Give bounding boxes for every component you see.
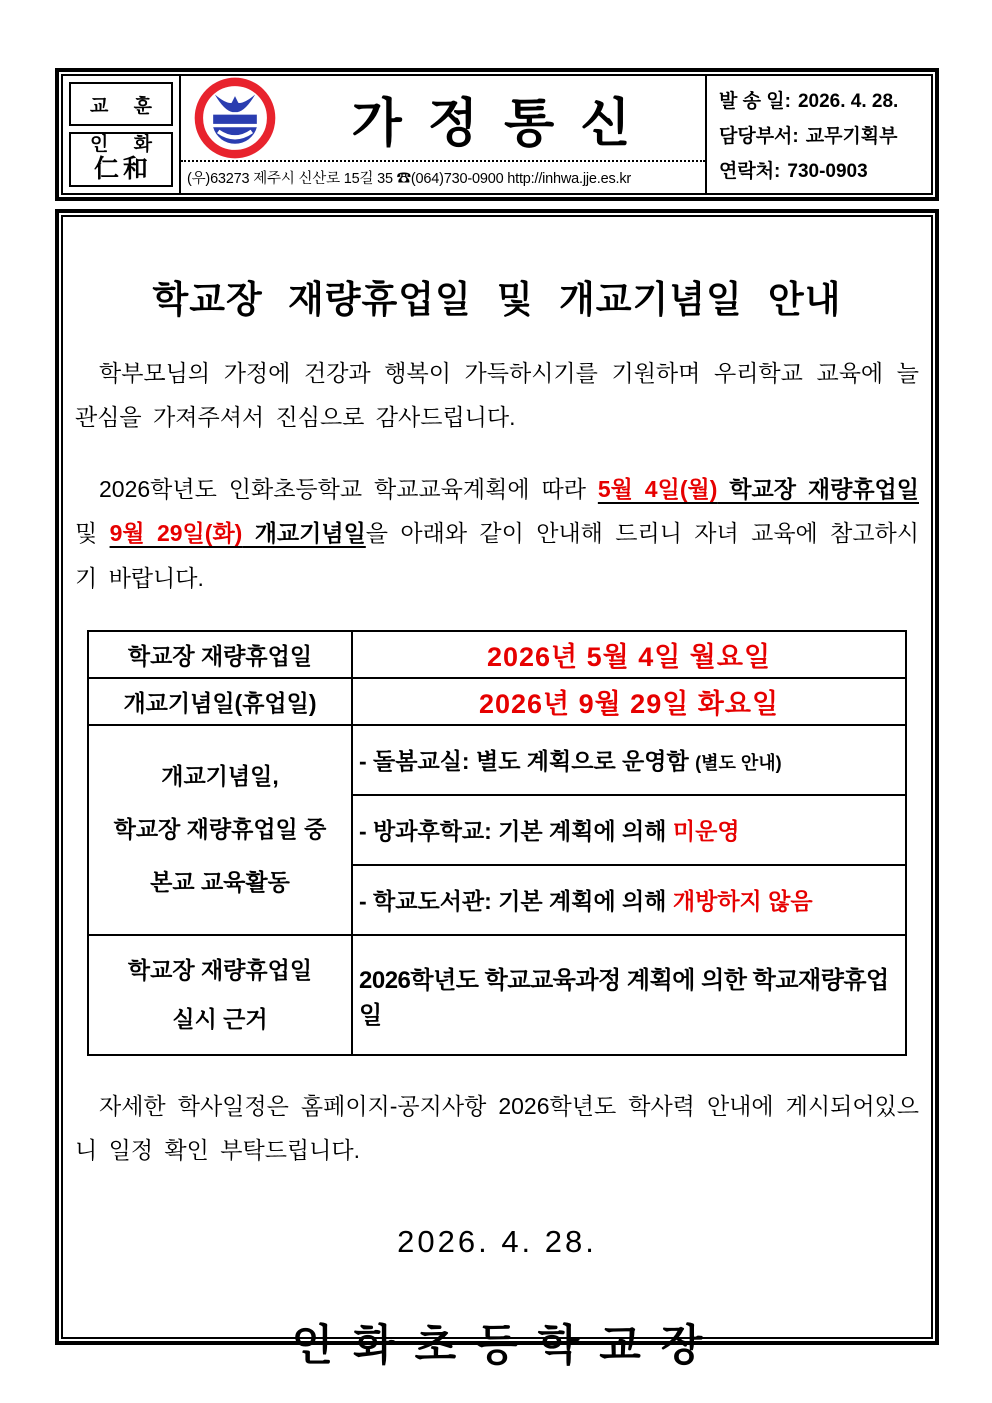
- greeting-paragraph: [75, 351, 919, 439]
- department-row: [719, 121, 927, 148]
- holiday-info-table: [87, 630, 907, 1056]
- basis-value: 2026학년도 학교교육과정 계획에 의한 학교재량휴업일: [352, 935, 906, 1055]
- school-address: (우)63273 제주시 신산로 15길 35 ☎(064)730-0900 http://inhwa.jje.es.kr: [181, 160, 705, 193]
- holiday-highlight-1: [598, 476, 919, 502]
- activities-label-line-1: 개교기념일,: [161, 763, 279, 790]
- closing-text: 자세한 학사일정은 홈페이지-공지사항 2026학년도 학사력 안내에 게시되어있으니 일정 확인 부탁드립니다.: [75, 1092, 919, 1163]
- send-date-label: 발 송 일:: [719, 91, 791, 112]
- send-date-value: 2026. 4. 28.: [797, 91, 899, 112]
- activity-afterschool-status: 미운영: [672, 818, 740, 845]
- notice-body-box: [55, 209, 939, 1371]
- contact-value: 730-0903: [787, 161, 868, 182]
- send-date-row: [719, 86, 927, 113]
- motto-label: 교 훈: [90, 95, 162, 117]
- closing-paragraph: [75, 1084, 919, 1172]
- activities-label-line-3: 본교 교육활동: [150, 869, 290, 896]
- announcement-text-1: 2026학년도 인화초등학교 학교교육계획에 따라: [99, 476, 598, 503]
- table-row-activity-1: [88, 725, 906, 795]
- activity-care-class: [352, 725, 906, 795]
- table-row-anniversary: [88, 678, 906, 725]
- contact-label: 연락처:: [719, 161, 781, 182]
- motto-label-box: [69, 82, 173, 126]
- header-info-column: [707, 76, 931, 193]
- anniversary-label: 개교기념일(휴업일): [88, 678, 352, 725]
- announcement-paragraph: [75, 467, 919, 599]
- anniversary-date: 2026년 9월 29일 화요일: [352, 678, 906, 725]
- activity-library-text: - 학교도서관: 기본 계획에 의해: [359, 888, 673, 915]
- basis-label-line-1: 학교장 재량휴업일: [127, 957, 313, 984]
- discretionary-holiday-label: 학교장 재량휴업일: [88, 631, 352, 678]
- notice-title: 학교장 재량휴업일 및 개교기념일 안내: [152, 279, 842, 320]
- activity-afterschool: [352, 795, 906, 865]
- holiday-name-1: 학교장 재량휴업일: [717, 476, 919, 503]
- motto-value-korean: 인 화: [90, 134, 162, 156]
- principal-signature: 인화초등학교장: [291, 1322, 723, 1371]
- newsletter-title: 가정통신: [351, 94, 657, 153]
- issue-date: 2026. 4. 28.: [397, 1224, 597, 1260]
- header-title-column: [181, 76, 707, 193]
- department-label: 담당부서:: [719, 126, 799, 147]
- basis-label-line-2: 실시 근거: [172, 1005, 268, 1032]
- title-row: [181, 76, 705, 160]
- activity-care-text: - 돌봄교실: 별도 계획으로 운영함: [359, 748, 696, 775]
- school-logo-icon: [193, 76, 277, 160]
- holiday-name-2: 개교기념일: [242, 520, 366, 547]
- announcement-text-2: 및: [75, 520, 110, 547]
- contact-row: [719, 156, 927, 183]
- activity-library-status: 개방하지 않음: [672, 888, 813, 915]
- table-row-basis: [88, 935, 906, 1055]
- activities-label-line-2: 학교장 재량휴업일 중: [113, 816, 327, 843]
- department-value: 교무기획부: [805, 126, 898, 147]
- holiday-date-sep: 9월 29일(화): [109, 520, 243, 547]
- newsletter-header: [55, 68, 939, 201]
- greeting-text: 학부모님의 가정에 건강과 행복이 가득하시기를 기원하며 우리학교 교육에 늘 관심을 가져주셔서 진심으로 감사드립니다.: [75, 360, 919, 431]
- basis-label-cell: [88, 935, 352, 1055]
- activities-label-cell: [88, 725, 352, 935]
- announcement-text-3: 을 아래와 같이 안내해 드리니 자녀 교육에 참고하시기 바랍니다.: [75, 520, 919, 591]
- holiday-date-may: 5월 4일(월): [597, 476, 718, 503]
- discretionary-holiday-date: 2026년 5월 4일 월요일: [352, 631, 906, 678]
- activity-library: [352, 865, 906, 935]
- motto-value-box: [69, 132, 173, 187]
- table-row-discretionary-holiday: [88, 631, 906, 678]
- motto-value-hanja: 仁和: [93, 156, 152, 184]
- school-motto-column: [63, 76, 181, 193]
- activity-care-note: (별도 안내): [695, 753, 782, 774]
- holiday-highlight-2: [110, 520, 366, 546]
- activity-afterschool-text: - 방과후학교: 기본 계획에 의해: [359, 818, 673, 845]
